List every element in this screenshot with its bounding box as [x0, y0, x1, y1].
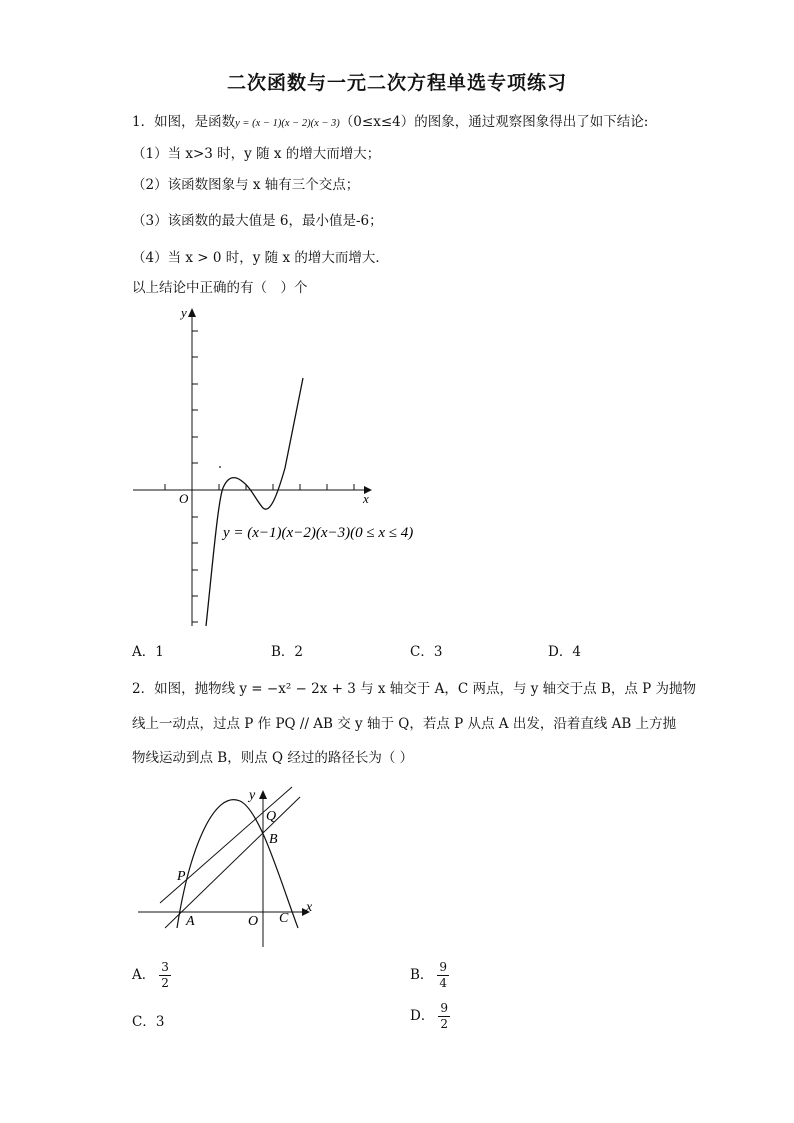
- q2-option-b-letter: B．: [410, 967, 434, 983]
- q2-label-c: C: [279, 911, 289, 926]
- page-title: 二次函数与一元二次方程单选专项练习: [226, 72, 567, 94]
- q2-option-c-value: 3: [155, 1014, 165, 1030]
- q1-suffix: 的图象，通过观察图象得出了如下结论:: [414, 114, 649, 130]
- q2-option-a-fraction: [159, 960, 171, 991]
- q1-curve: [206, 378, 303, 626]
- q1-x-label: x: [363, 491, 369, 506]
- q1-range: （0≤x≤4）: [339, 114, 415, 130]
- q1-prefix: 1．如图，是函数: [132, 114, 236, 130]
- q1-question: 以上结论中正确的有（ ）个: [132, 280, 308, 296]
- q2-option-b[interactable]: [410, 960, 449, 991]
- q2-line-3: 物线运动到点 B，则点 Q 经过的路径长为（ ）: [132, 750, 414, 766]
- q1-conclusion-4: （4）当 x > 0 时，y 随 x 的增大而增大．: [132, 250, 389, 266]
- q2-option-a-letter: A．: [132, 967, 156, 983]
- q1-function: y = (x − 1)(x − 2)(x − 3): [235, 118, 340, 129]
- q1-conclusion-1: （1）当 x>3 时，y 随 x 的增大而增大；: [132, 146, 381, 162]
- q2-option-b-numerator: 9: [439, 960, 448, 974]
- q1-stem: [132, 110, 648, 130]
- q2-graph: [130, 785, 330, 955]
- q2-option-a-denominator: 2: [161, 976, 169, 990]
- q1-y-label: y: [181, 305, 187, 320]
- q1-option-a[interactable]: A．1: [132, 644, 164, 660]
- q1-equation-label: y = (x−1)(x−2)(x−3)(0 ≤ x ≤ 4): [223, 525, 414, 541]
- q2-line-1: 2．如图，抛物线 y = −x² − 2x + 3 与 x 轴交于 A，C 两点，与 y 轴交于点 B，点 P 为抛物: [132, 681, 697, 697]
- q2-option-a[interactable]: [132, 960, 171, 991]
- q1-graph: [120, 300, 450, 630]
- q2-option-d-numerator: 9: [440, 1001, 448, 1015]
- q2-option-d[interactable]: [410, 1001, 450, 1032]
- q2-y-arrow: [259, 790, 267, 799]
- q2-parabola: [177, 800, 298, 928]
- q1-option-b[interactable]: B．2: [271, 644, 304, 660]
- q2-option-c-letter: C．: [132, 1014, 156, 1030]
- q2-option-b-denominator: 4: [439, 976, 448, 990]
- q1-option-d[interactable]: D．4: [548, 644, 581, 660]
- q2-label-a: A: [186, 914, 195, 929]
- q1-y-ticks: [192, 331, 198, 622]
- q2-line-ab: [165, 797, 300, 928]
- q2-label-q: Q: [266, 809, 277, 824]
- q2-option-a-numerator: 3: [161, 960, 169, 974]
- q1-conclusion-2: （2）该函数图象与 x 轴有三个交点；: [132, 177, 360, 193]
- q2-y-label: y: [249, 788, 256, 803]
- q1-conclusion-3: （3）该函数的最大值是 6，最小值是-6；: [132, 213, 383, 229]
- q2-label-o: O: [248, 914, 259, 929]
- q1-stray-dot: [219, 466, 221, 468]
- q2-label-b: B: [269, 832, 278, 847]
- q2-label-p: P: [177, 869, 186, 884]
- q1-origin-label: O: [179, 491, 189, 506]
- q1-x-ticks: [165, 484, 354, 490]
- q2-option-b-fraction: [437, 960, 449, 991]
- q2-x-label: x: [306, 900, 313, 915]
- q2-option-d-fraction: [438, 1001, 450, 1032]
- q1-y-arrow: [188, 308, 196, 317]
- q2-option-c[interactable]: [132, 1010, 164, 1030]
- q2-line-2: 线上一动点，过点 P 作 PQ // AB 交 y 轴于 Q，若点 P 从点 A 出发，沿着直线 AB 上方抛: [132, 716, 677, 732]
- q2-option-d-denominator: 2: [440, 1017, 448, 1031]
- q2-option-d-letter: D．: [410, 1008, 435, 1024]
- q1-option-c[interactable]: C．3: [410, 644, 443, 660]
